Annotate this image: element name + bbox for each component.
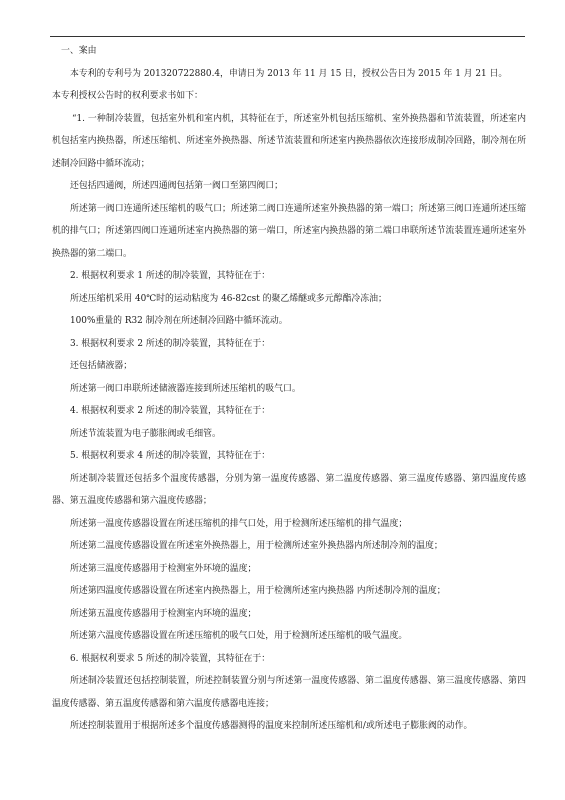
claim-3-heading: 3. 根据权利要求 2 所述的制冷装置，其特征在于： — [70, 338, 271, 349]
intro-paragraph: 本专利的专利号为 201320722880.4，申请日为 2013 年 11 月 15 日，授权公告日为 2015 年 1 月 21 日。 — [70, 68, 508, 79]
claim-1-paragraph: “1. 一种制冷装置，包括室外机和室内机，其特征在于，所述室外机包括压缩机、室外换热器和节流装置，所述室内机包括室内换热器，所述压缩机、所述室外换热器、所述节流装置和所述室内换热器依次连接形成制冷回路，制冷剂在所述制冷回路中循环流动； — [52, 113, 526, 169]
claim-2-refrigerant: 100%重量的 R32 制冷剂在所述制冷回路中循环流动。 — [70, 316, 288, 326]
claim-5-sensor-2: 所述第二温度传感器设置在所述室外换热器上，用于检测所述室外换热器内所述制冷剂的温度； — [70, 541, 443, 551]
claim-2-oil: 所述压缩机采用 40℃时的运动粘度为 46-82cst 的聚乙烯醚或多元醇酯冷冻油； — [70, 293, 387, 304]
claim-5-sensors: 所述制冷装置还包括多个温度传感器，分别为第一温度传感器、第二温度传感器、第三温度传感器、第四温度传感器、第五温度传感器和第六温度传感器； — [52, 473, 526, 506]
claim-3-reservoir: 还包括储液器； — [70, 361, 133, 371]
claim-4-heading: 4. 根据权利要求 2 所述的制冷装置，其特征在于： — [70, 406, 271, 416]
document-body — [52, 40, 526, 738]
claim-6-heading: 6. 根据权利要求 5 所述的制冷装置，其特征在于： — [70, 653, 271, 664]
claim-6-detail: 所述控制装置用于根据所述多个温度传感器测得的温度来控制所述压缩机和/或所述电子膨胀阀的动作。 — [70, 721, 473, 731]
claim-5-sensor-3: 所述第三温度传感器用于检测室外环境的温度； — [70, 563, 257, 574]
claim-5-sensor-4: 所述第四温度传感器设置在所述室内换热器上，用于检测所述室内换热器 内所述制冷剂的温度； — [70, 586, 446, 596]
claim-2-heading: 2. 根据权利要求 1 所述的制冷装置，其特征在于： — [70, 271, 271, 281]
claim-5-sensor-6: 所述第六温度传感器设置在所述压缩机的吸气口处，用于检测所述压缩机的吸气温度。 — [70, 631, 408, 641]
claim-1-valve-detail: 所述第一阀口连通所述压缩机的吸气口；所述第二阀口连通所述室外换热器的第一端口；所述第三阀口连通所述压缩机的排气口；所述第四阀口连通所述室内换热器的第一端口，所述室内换热器的第二端口串联所述节流装置连通所述室外换热器的第二端口。 — [52, 203, 526, 259]
intro-continuation: 本专利授权公告时的权利要求书如下： — [52, 91, 203, 101]
claim-5-sensor-1: 所述第一温度传感器设置在所述压缩机的排气口处，用于检测所述压缩机的排气温度； — [70, 518, 408, 529]
claim-6-control: 所述制冷装置还包括控制装置，所述控制装置分别与所述第一温度传感器、第二温度传感器、第三温度传感器、第四温度传感器、第五温度传感器和第六温度传感器电连接； — [52, 676, 526, 709]
claim-5-sensor-5: 所述第五温度传感器用于检测室内环境的温度； — [70, 608, 257, 619]
section-heading: 一、案由 — [61, 46, 97, 56]
claim-4-detail: 所述节流装置为电子膨胀阀或毛细管。 — [70, 428, 221, 439]
header-rule — [50, 36, 525, 37]
claim-5-heading: 5. 根据权利要求 4 所述的制冷装置，其特征在于： — [70, 451, 271, 461]
claim-3-detail: 所述第一阀口串联所述储液器连接到所述压缩机的吸气口。 — [70, 383, 301, 394]
claim-1-valve-intro: 还包括四通阀，所述四通阀包括第一阀口至第四阀口； — [70, 181, 283, 191]
